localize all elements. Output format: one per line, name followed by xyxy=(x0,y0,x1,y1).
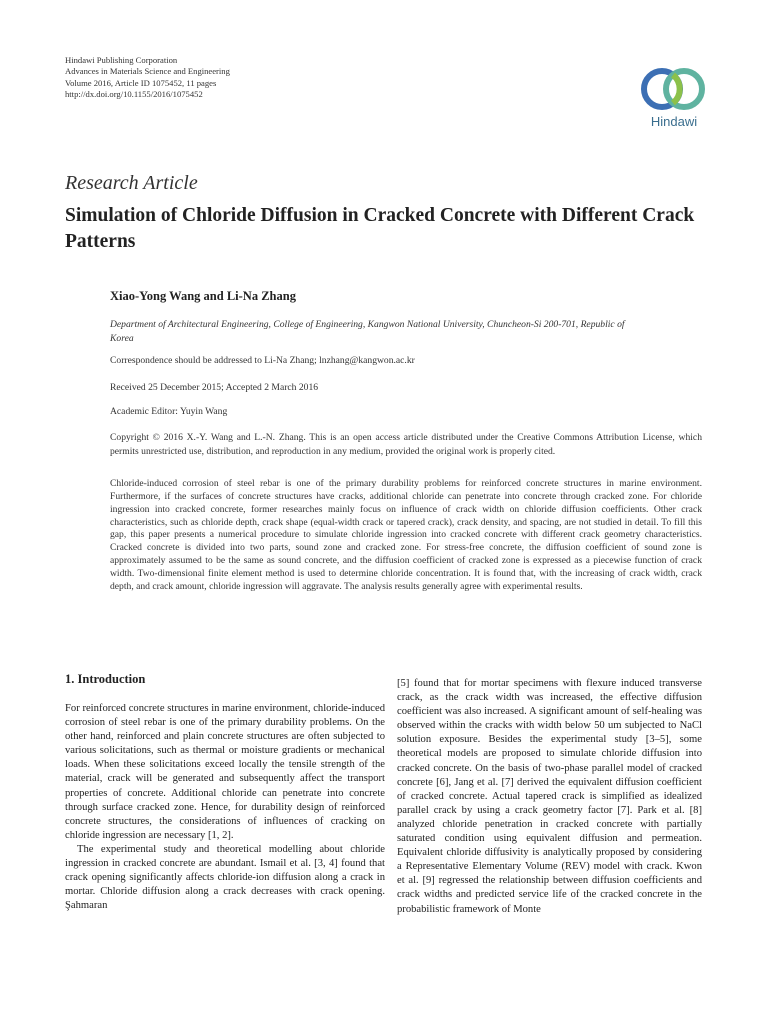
volume-info: Volume 2016, Article ID 1075452, 11 pages xyxy=(65,77,217,88)
authors: Xiao-Yong Wang and Li-Na Zhang xyxy=(110,289,296,303)
section-heading-introduction: 1. Introduction xyxy=(65,672,146,686)
intro-paragraph-1: For reinforced concrete structures in marine environment, chloride-induced corrosion of steel rebar is one of the primary durability problems. On the other hand, reinforced and plain concrete structures are often subjected to various solicitations, such as thermal or moisture gradients or mechanical loads. When these solicitations exceed locally the tensile strength of the material, crack will be generated and subsequently affect the transport properties of concrete. Additional chloride can penetrate into concrete through surface cracked zone. Hence, for durability design of reinforced concrete structures, the considerations of influences of cracking on chloride ingression are necessary [1, 2]. xyxy=(65,703,385,841)
journal-name: Advances in Materials Science and Engineering xyxy=(65,66,230,77)
left-column xyxy=(65,702,385,913)
doi-link[interactable]: http://dx.doi.org/10.1155/2016/1075452 xyxy=(65,89,203,100)
affiliation: Department of Architectural Engineering, College of Engineering, Kangwon National University, Chuncheon-Si 200-701, Republic of Korea xyxy=(110,319,625,344)
publication-info xyxy=(65,55,230,101)
copyright-notice: Copyright © 2016 X.-Y. Wang and L.-N. Zhang. This is an open access article distributed under the Creative Commons Attribution License, which permits unrestricted use, distribution, and reproduction in any medium, provided the original work is properly cited. xyxy=(110,432,702,457)
right-column xyxy=(397,677,702,917)
academic-editor: Academic Editor: Yuyin Wang xyxy=(110,406,228,417)
received-dates: Received 25 December 2015; Accepted 2 March 2016 xyxy=(110,382,319,393)
hindawi-logo xyxy=(633,65,713,135)
article-title: Simulation of Chloride Diffusion in Cracked Concrete with Different Crack Patterns xyxy=(65,205,695,252)
correspondence: Correspondence should be addressed to Li-Na Zhang; lnzhang@kangwon.ac.kr xyxy=(110,355,415,366)
hindawi-rings-icon xyxy=(639,65,707,113)
article-type: Research Article xyxy=(65,172,198,194)
intro-paragraph-2: The experimental study and theoretical modelling about chloride ingression in cracked concrete are abundant. Ismail et al. [3, 4] found that crack opening significantly affects chloride-ion diffusion along a crack in mortar. Chloride diffusion along a crack decreases with crack opening. Şahmaran xyxy=(65,843,385,912)
hindawi-logo-text: Hindawi xyxy=(650,114,698,129)
intro-paragraph-3: [5] found that for mortar specimens with flexure induced transverse crack, as the crack width was increased, the effective diffusion coefficient was also increased. A significant amount of self-healing was observed within the cracks with width below 50 um subjected to NaCl solution exposure. Besides the experimental study [3–5], some theoretical models are proposed to simulate chloride diffusion into cracked concrete. On the basis of two-phase parallel model of cracked concrete [6], Jang et al. [7] derived the equivalent diffusion coefficient of cracked concrete. Actual tapered crack is simplified as idealized parallel crack by using a crack geometry factor [7]. Park et al. [8] analyzed chloride penetration in cracked concrete with partially saturated condition using equivalent diffusion and permeation. Equivalent chloride diffusivity is analytically proposed by considering a Representative Elementary Volume (REV) model with crack. Kwon et al. [9] regressed the relationship between diffusion coefficients and crack widths and predicted service life of the cracked concrete in the probabilistic framework of Monte xyxy=(397,678,702,915)
abstract: Chloride-induced corrosion of steel rebar is one of the primary durability problems for reinforced concrete structures in marine environment. Furthermore, if the surfaces of concrete structures have cracks, additional chloride can penetrate into concrete through cracked zone. For chloride ingression into cracked concrete, former researches mainly focus on influence of crack width on chloride diffusion coefficients. Other crack characteristics, such as chloride depth, crack shape (equal-width crack or tapered crack), crack density, and spacing, are not studied in detail. To fill this gap, this paper presents a numerical procedure to simulate chloride ingression into cracked concrete with different crack geometry characteristics. Cracked concrete is divided into two parts, sound zone and cracked zone. For stress-free concrete, the diffusion coefficient of sound zone is approximately assumed to be the same as sound concrete, and the diffusion coefficient of cracked zone is expressed as a piecewise function of crack width. Two-dimensional finite element method is used to determine chloride concentration. It is found that, with the increasing of crack width, crack depth, and crack amount, chloride ingression will aggravate. The analysis results generally agree with experimental results. xyxy=(110,478,702,592)
publisher-name: Hindawi Publishing Corporation xyxy=(65,55,178,65)
